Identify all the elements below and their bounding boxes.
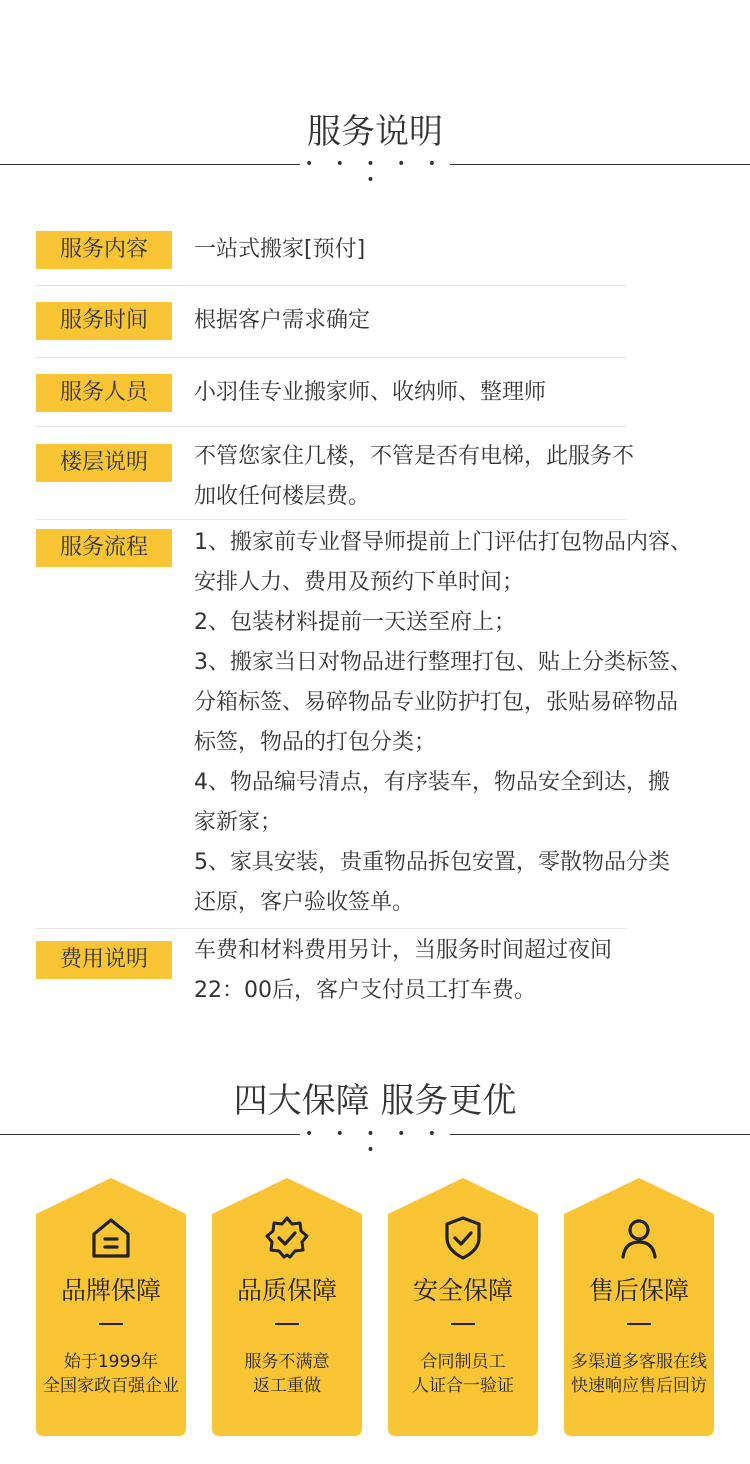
shield-check-icon: [439, 1214, 487, 1262]
info-line: 一站式搬家[预付]: [194, 237, 366, 262]
info-line: 安排人力、费用及预约下单时间；: [194, 570, 525, 595]
card-desc: [388, 1350, 538, 1398]
card-desc-line: 快速响应售后回访: [571, 1376, 707, 1396]
info-value: [194, 931, 734, 1011]
title-dots: • • • • • •: [304, 156, 446, 188]
guarantee-card-quality: [212, 1178, 362, 1436]
title-left-rule: [0, 1134, 300, 1135]
card-desc-line: 返工重做: [253, 1376, 321, 1396]
info-line: 分箱标签、易碎物品专业防护打包，张贴易碎物品: [194, 690, 679, 715]
card-desc-line: 多渠道多客服在线: [571, 1352, 707, 1372]
info-value: [194, 373, 734, 413]
info-line: 小羽佳专业搬家师、收纳师、整理师: [194, 380, 547, 405]
card-desc: [564, 1350, 714, 1398]
card-dash: [627, 1323, 651, 1325]
info-label: 服务时间: [36, 302, 172, 340]
house-icon: [87, 1214, 135, 1262]
info-line: 还原，客户验收签单。: [194, 890, 415, 915]
card-desc: [212, 1350, 362, 1398]
info-label: 服务内容: [36, 231, 172, 269]
info-line: 4、物品编号清点，有序装车，物品安全到达，搬: [194, 770, 670, 795]
info-line: 3、搬家当日对物品进行整理打包、贴上分类标签、: [194, 650, 692, 675]
service-section-title: 服务说明: [307, 112, 443, 152]
info-value: [194, 301, 734, 341]
info-line: 车费和材料费用另计，当服务时间超过夜间: [194, 938, 613, 963]
info-label: 服务流程: [36, 529, 172, 567]
info-line: 加收任何楼层费。: [194, 484, 371, 509]
title-left-rule: [0, 164, 300, 165]
info-label: 楼层说明: [36, 444, 172, 482]
card-desc-line: 全国家政百强企业: [43, 1376, 179, 1396]
info-value: [194, 523, 734, 923]
card-desc-line: 服务不满意: [244, 1352, 330, 1372]
info-label: 服务人员: [36, 374, 172, 412]
info-line: 根据客户需求确定: [194, 308, 371, 333]
guarantee-section-title: 四大保障 服务更优: [233, 1081, 517, 1121]
title-right-rule: [450, 1134, 750, 1135]
card-dash: [451, 1323, 475, 1325]
guarantee-card-safety: [388, 1178, 538, 1436]
card-desc: [36, 1350, 186, 1398]
card-desc-line: 合同制员工: [420, 1352, 506, 1372]
guarantee-card-aftersales: [564, 1178, 714, 1436]
row-divider: [36, 357, 627, 358]
info-line: 标签，物品的打包分类；: [194, 730, 437, 755]
card-title: 品质保障: [236, 1276, 337, 1305]
title-dots: • • • • • •: [304, 1126, 446, 1158]
row-divider: [36, 426, 627, 427]
info-line: 1、搬家前专业督导师提前上门评估打包物品内容、: [194, 530, 692, 555]
card-desc-line: 始于1999年: [63, 1352, 159, 1372]
card-title: 售后保障: [588, 1276, 689, 1305]
card-title: 安全保障: [412, 1276, 513, 1305]
info-line: 2、包装材料提前一天送至府上；: [194, 610, 516, 635]
card-dash: [99, 1323, 123, 1325]
card-title: 品牌保障: [60, 1276, 161, 1305]
row-divider: [36, 519, 627, 520]
card-dash: [275, 1323, 299, 1325]
info-line: 22：00后，客户支付员工打车费。: [194, 978, 536, 1003]
info-value: [194, 437, 734, 517]
info-line: 5、家具安装，贵重物品拆包安置，零散物品分类: [194, 850, 670, 875]
info-line: 不管您家住几楼，不管是否有电梯，此服务不: [194, 444, 635, 469]
title-right-rule: [450, 164, 750, 165]
person-icon: [615, 1214, 663, 1262]
card-desc-line: 人证合一验证: [412, 1376, 514, 1396]
info-label: 费用说明: [36, 941, 172, 979]
row-divider: [36, 928, 627, 929]
badge-check-icon: [263, 1214, 311, 1262]
guarantee-card-brand: [36, 1178, 186, 1436]
row-divider: [36, 285, 627, 286]
info-value: [194, 230, 734, 270]
info-line: 家新家；: [194, 810, 283, 835]
